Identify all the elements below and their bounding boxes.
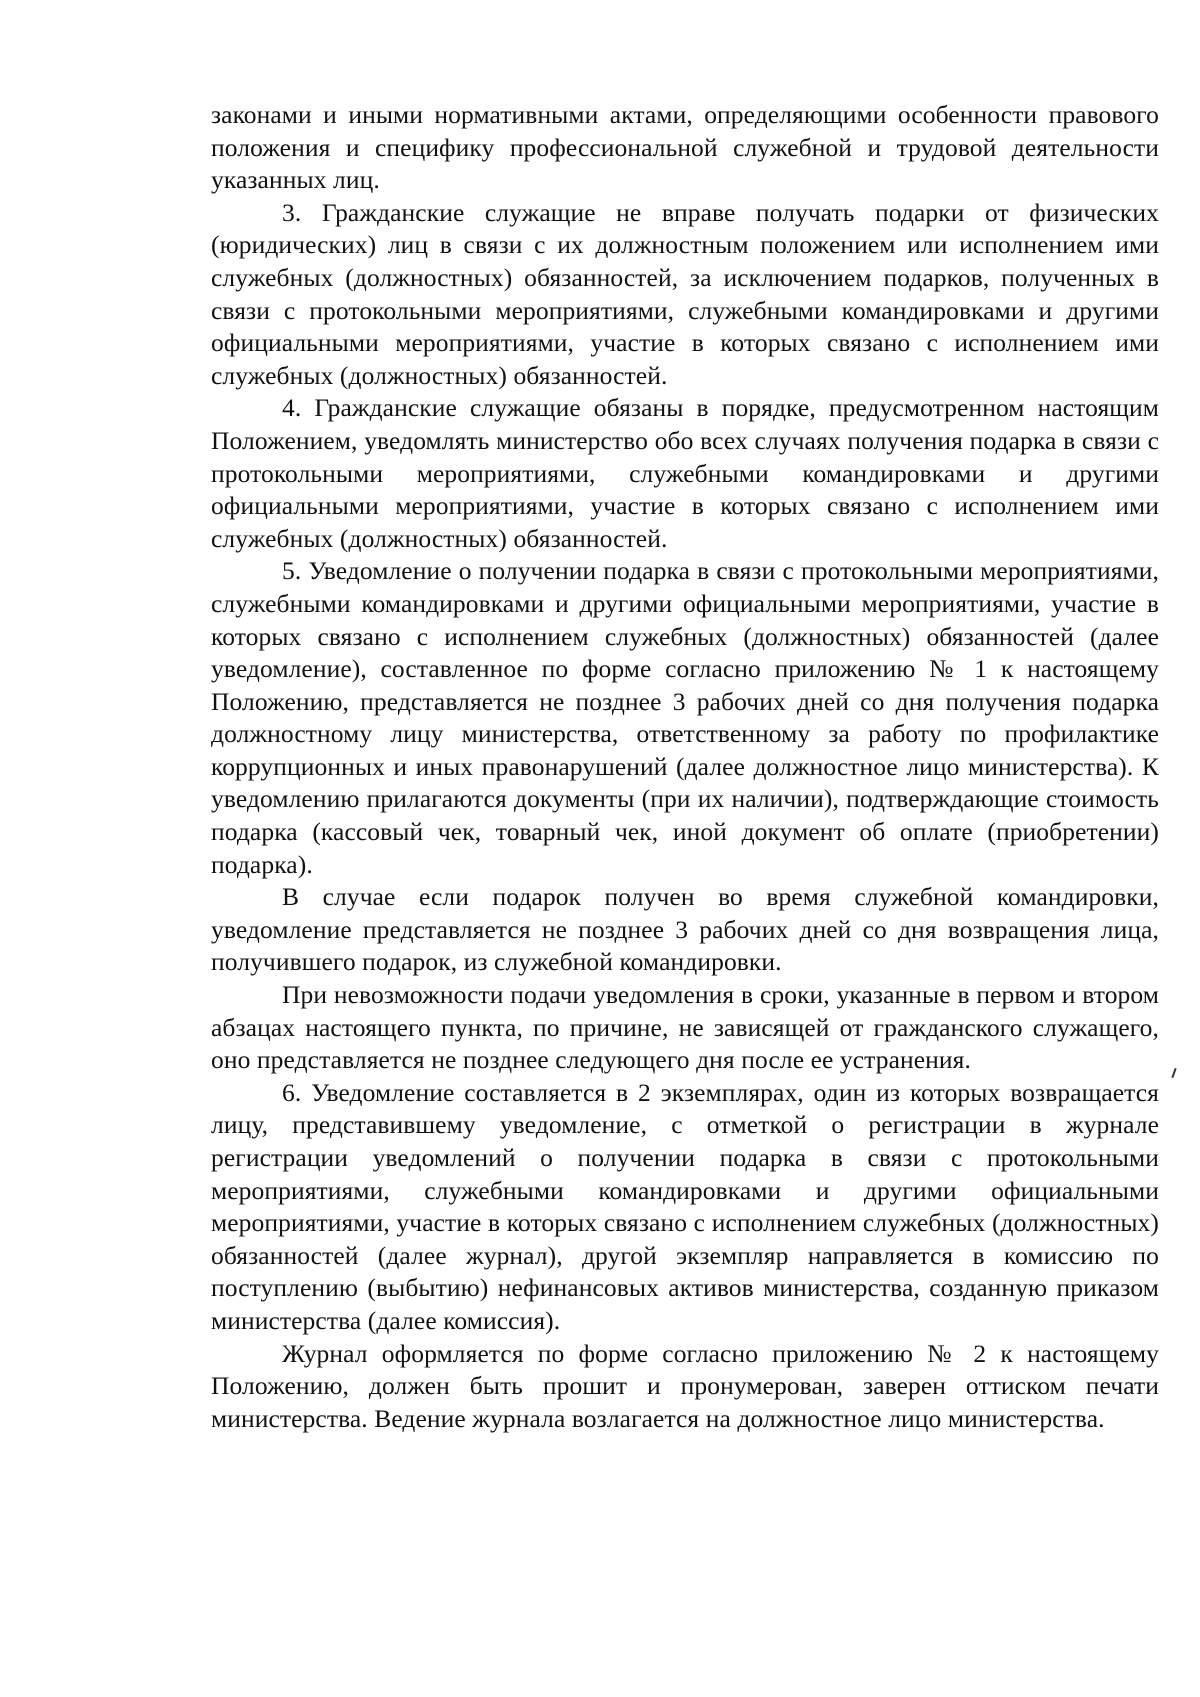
paragraph-item-4: 4. Гражданские служащие обязаны в порядке, предусмотренном настоящим Положением, уведомлять министерство обо всех случаях получения подарка в связи с протокольными мероприятиями, служебными командировками и другими официальными мероприятиями, участие в которых связано с исполнением ими служебных (должностных) обязанностей. <box>211 393 1159 553</box>
document-body <box>211 99 1159 1435</box>
paragraph-item-6: 6. Уведомление составляется в 2 экземплярах, один из которых возвращается лицу, представившему уведомление, с отметкой о регистрации в журнале регистрации уведомлений о получении подарка в связи с протокольными мероприятиями, служебными командировками и другими официальными мероприятиями, участие в которых связано с исполнением служебных (должностных) обязанностей (далее журнал), другой экземпляр направляется в комиссию по поступлению (выбытию) нефинансовых активов министерства, созданную приказом министерства (далее комиссия). <box>211 1077 1159 1335</box>
scan-mark <box>1171 1068 1176 1078</box>
paragraph-item-6-journal: Журнал оформляется по форме согласно приложению № 2 к настоящему Положению, должен быть прошит и пронумерован, заверен оттиском печати министерства. Ведение журнала возлагается на должностное лицо министерства. <box>211 1338 1159 1433</box>
paragraph-item-5: 5. Уведомление о получении подарка в связи с протокольными мероприятиями, служебными командировками и другими официальными мероприятиями, участие в которых связано с исполнением служебных (должностных) обязанностей (далее уведомление), составленное по форме согласно приложению № 1 к настоящему Положению, представляется не позднее 3 рабочих дней со дня получения подарка должностному лицу министерства, ответственному за работу по профилактике коррупционных и иных правонарушений (далее должностное лицо министерства). К уведомлению прилагаются документы (при их наличии), подтверждающие стоимость подарка (кассовый чек, товарный чек, иной документ об оплате (приобретении) подарка). <box>211 556 1159 879</box>
paragraph-item-3: 3. Гражданские служащие не вправе получать подарки от физических (юридических) лиц в связи с их должностным положением или исполнением ими служебных (должностных) обязанностей, за исключением подарков, полученных в связи с протокольными мероприятиями, служебными командировками и другими официальными мероприятиями, участие в которых связано с исполнением ими служебных (должностных) обязанностей. <box>211 197 1159 390</box>
paragraph-continuation: законами и иными нормативными актами, определяющими особенности правового положения и специфику профессиональной служебной и трудовой деятельности указанных лиц. <box>211 100 1159 195</box>
paragraph-item-5-business-trip: В случае если подарок получен во время служебной командировки, уведомление представляется не позднее 3 рабочих дней со дня возвращения лица, получившего подарок, из служебной командировки. <box>211 882 1159 977</box>
paragraph-item-5-impossibility: При невозможности подачи уведомления в сроки, указанные в первом и втором абзацах настоящего пункта, по причине, не зависящей от гражданского служащего, оно представляется не позднее следующего дня после ее устранения. <box>211 980 1159 1075</box>
